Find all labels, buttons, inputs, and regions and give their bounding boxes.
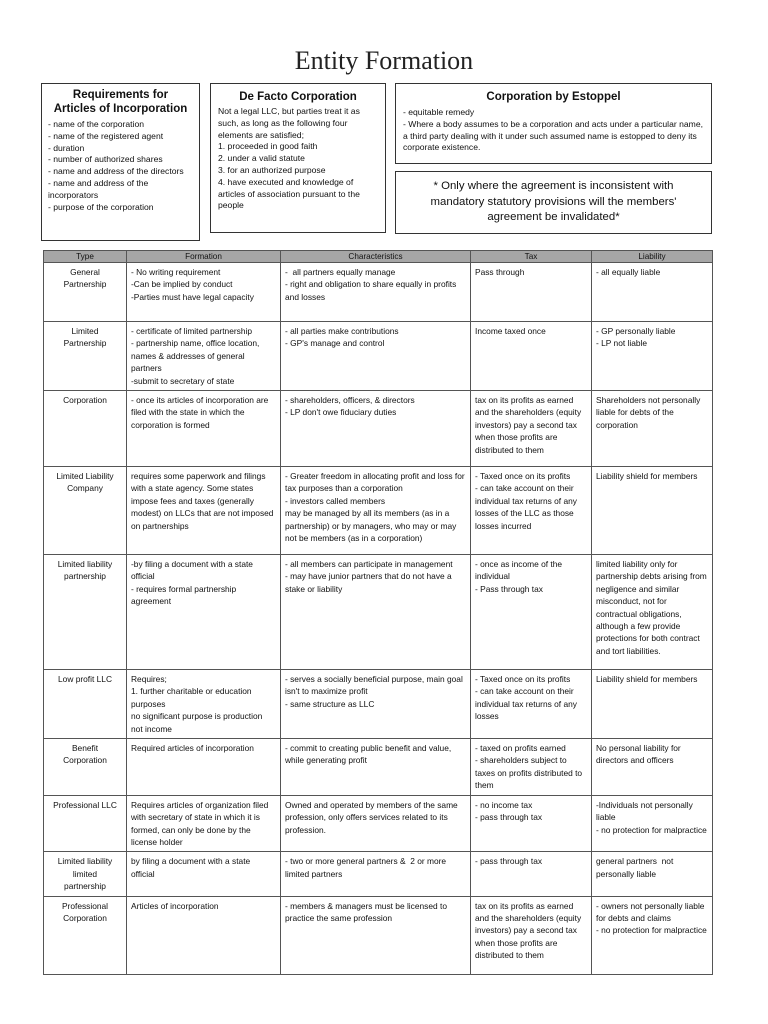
cell-liability: No personal liability for directors and officers xyxy=(592,739,713,796)
cell-liability: - all equally liable xyxy=(592,263,713,322)
cell-type: Corporation xyxy=(44,391,127,467)
header-liability: Liability xyxy=(592,251,713,263)
cell-tax: tax on its profits as earned and the shareholders (equity investors) pay a second tax when those profits are distributed to them xyxy=(471,391,592,467)
agreement-note-text: * Only where the agreement is inconsistent with mandatory statutory provisions will the members' agreement be invalidated* xyxy=(430,180,677,224)
cell-characteristics: - all members can participate in management - may have junior partners that do not have a stake or liability xyxy=(281,555,471,670)
cell-liability: - GP personally liable - LP not liable xyxy=(592,322,713,391)
de-facto-text: Not a legal LLC, but parties treat it as such, as long as the following four elements are satisfied; 1. proceeded in good faith 2. under a valid statute 3. for an authorized purpose 4. have executed and knowledge of articles of association pursuant to the people xyxy=(218,106,360,211)
cell-formation: by filing a document with a state official xyxy=(127,852,281,896)
table-row xyxy=(44,263,713,322)
header-formation: Formation xyxy=(127,251,281,263)
cell-type: Professional LLC xyxy=(44,795,127,852)
cell-tax: - taxed on profits earned - shareholders subject to taxes on profits distributed to them xyxy=(471,739,592,796)
cell-type: Limited Partnership xyxy=(44,322,127,391)
table-row xyxy=(44,391,713,467)
cell-characteristics: - all parties make contributions - GP's manage and control xyxy=(281,322,471,391)
cell-type: Limited liability limited partnership xyxy=(44,852,127,896)
table-row xyxy=(44,670,713,739)
header-tax: Tax xyxy=(471,251,592,263)
cell-formation: - once its articles of incorporation are filed with the state in which the corporation is formed xyxy=(127,391,281,467)
cell-tax: - pass through tax xyxy=(471,852,592,896)
cell-tax: Income taxed once xyxy=(471,322,592,391)
cell-liability: limited liability only for partnership debts arising from negligence and similar misconduct, not for contractual obligations, although a few provide protections for both contract and tort liabilities. xyxy=(592,555,713,670)
cell-tax: Pass through xyxy=(471,263,592,322)
cell-liability: Liability shield for members xyxy=(592,467,713,555)
cell-tax: tax on its profits as earned and the shareholders (equity investors) pay a second tax when those profits are distributed to them xyxy=(471,896,592,974)
header-characteristics: Characteristics xyxy=(281,251,471,263)
cell-characteristics: Owned and operated by members of the same profession, only offers services related to its profession. xyxy=(281,795,471,852)
cell-characteristics: - all partners equally manage - right and obligation to share equally in profits and losses xyxy=(281,263,471,322)
requirements-item: - name and address of the directors xyxy=(48,166,184,177)
table-row xyxy=(44,852,713,896)
agreement-note xyxy=(395,171,712,234)
cell-liability: Liability shield for members xyxy=(592,670,713,739)
table-header-row xyxy=(44,251,713,263)
cell-type: General Partnership xyxy=(44,263,127,322)
requirements-item: - purpose of the corporation xyxy=(48,201,154,212)
cell-liability: - owners not personally liable for debts and claims - no protection for malpractice xyxy=(592,896,713,974)
table-row xyxy=(44,555,713,670)
cell-formation: - certificate of limited partnership - partnership name, office location, names & addresses of general partners -submit to secretary of state xyxy=(127,322,281,391)
cell-formation: - No writing requirement -Can be implied by conduct -Parties must have legal capacity xyxy=(127,263,281,322)
requirements-list xyxy=(48,119,193,213)
table-row xyxy=(44,739,713,796)
cell-type: Limited liability partnership xyxy=(44,555,127,670)
cell-characteristics: - serves a socially beneficial purpose, main goal isn't to maximize profit - same structure as LLC xyxy=(281,670,471,739)
cell-characteristics: - members & managers must be licensed to practice the same profession xyxy=(281,896,471,974)
estoppel-heading: Corporation by Estoppel xyxy=(486,91,621,103)
table-row xyxy=(44,322,713,391)
requirements-item: - duration xyxy=(48,142,85,153)
cell-formation: requires some paperwork and filings with a state agency. Some states impose fees and taxes (generally modest) on LLCs that are not imposed on partnerships xyxy=(127,467,281,555)
table-row xyxy=(44,795,713,852)
cell-formation: Requires articles of organization filed with secretary of state in which it is formed, can only be done by the license holder xyxy=(127,795,281,852)
cell-characteristics: - commit to creating public benefit and value, while generating profit xyxy=(281,739,471,796)
cell-formation: -by filing a document with a state official - requires formal partnership agreement xyxy=(127,555,281,670)
cell-characteristics: - Greater freedom in allocating profit and loss for tax purposes than a corporation - investors called members may be managed by all its members (as in a partnership) or by managers, who may or may not be members (as in a corporation) xyxy=(281,467,471,555)
cell-formation: Required articles of incorporation xyxy=(127,739,281,796)
cell-formation: Articles of incorporation xyxy=(127,896,281,974)
cell-liability: -Individuals not personally liable - no protection for malpractice xyxy=(592,795,713,852)
estoppel-box xyxy=(395,83,712,164)
requirements-box xyxy=(41,83,200,241)
requirements-item: - number of authorized shares xyxy=(48,154,163,165)
requirements-item: - name of the corporation xyxy=(48,119,145,129)
cell-tax: - once as income of the individual - Pass through tax xyxy=(471,555,592,670)
entity-table xyxy=(43,250,713,975)
estoppel-text: - equitable remedy - Where a body assumes to be a corporation and acts under a particular name, a third party dealing with it under such assumed name is estopped to deny its corporate existence. xyxy=(403,107,703,153)
cell-tax: - Taxed once on its profits - can take account on their individual tax returns of any losses of the LLC as those losses incurred xyxy=(471,467,592,555)
de-facto-heading: De Facto Corporation xyxy=(239,91,357,103)
cell-type: Low profit LLC xyxy=(44,670,127,739)
requirements-item: - name of the registered agent xyxy=(48,130,164,141)
cell-liability: Shareholders not personally liable for debts of the corporation xyxy=(592,391,713,467)
cell-type: Limited Liability Company xyxy=(44,467,127,555)
requirements-item: - name and address of the incorporators xyxy=(48,177,151,200)
cell-liability: general partners not personally liable xyxy=(592,852,713,896)
requirements-heading: Requirements for Articles of Incorporation xyxy=(53,89,188,115)
cell-formation: Requires; 1. further charitable or education purposes no significant purpose is production not income xyxy=(127,670,281,739)
cell-tax: - no income tax - pass through tax xyxy=(471,795,592,852)
cell-characteristics: - shareholders, officers, & directors - LP don't owe fiduciary duties xyxy=(281,391,471,467)
page-title: Entity Formation xyxy=(294,46,474,75)
cell-characteristics: - two or more general partners & 2 or more limited partners xyxy=(281,852,471,896)
cell-type: Professional Corporation xyxy=(44,896,127,974)
de-facto-box xyxy=(210,83,386,233)
table-row xyxy=(44,896,713,974)
header-type: Type xyxy=(44,251,127,263)
cell-type: Benefit Corporation xyxy=(44,739,127,796)
table-row xyxy=(44,467,713,555)
cell-tax: - Taxed once on its profits - can take account on their individual tax returns of any losses xyxy=(471,670,592,739)
